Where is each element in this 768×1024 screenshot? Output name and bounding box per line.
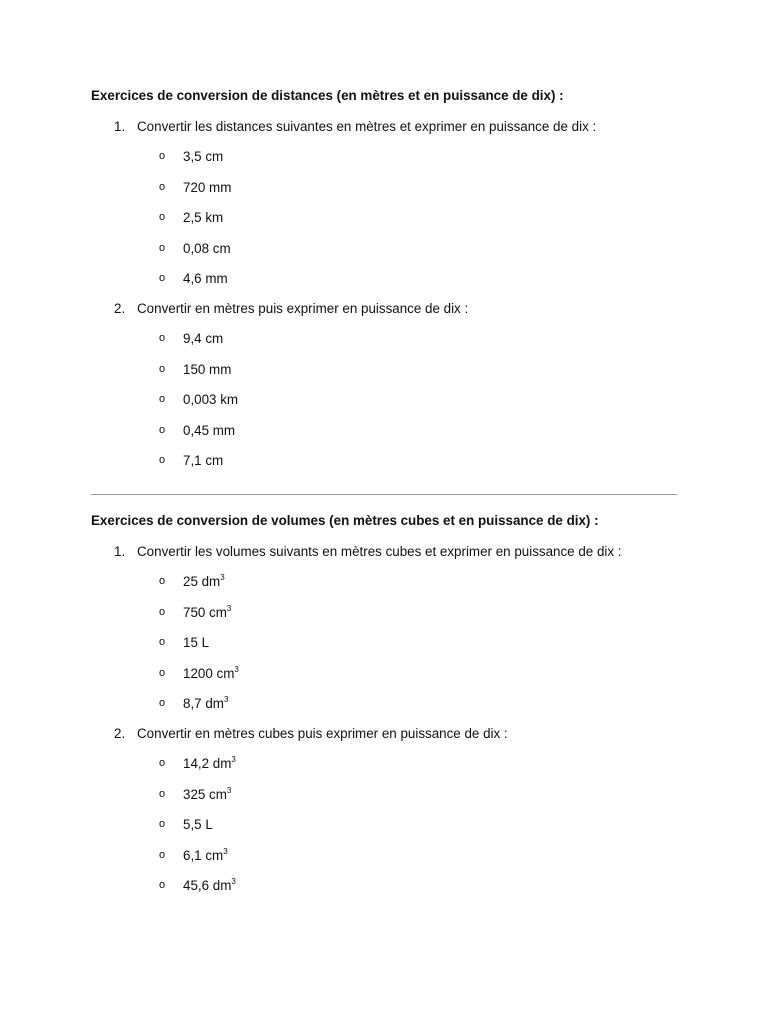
list-item bbox=[91, 876, 677, 895]
bullet-icon: o bbox=[159, 878, 166, 891]
item-value: 9,4 cm bbox=[183, 331, 224, 347]
bullet-icon: o bbox=[159, 423, 166, 436]
section-heading: Exercices de conversion de distances (en mètres et en puissance de dix) : bbox=[91, 88, 564, 103]
question-1 bbox=[91, 542, 677, 561]
item-value: 15 L bbox=[183, 635, 210, 651]
item-list bbox=[91, 147, 677, 288]
question-number: 1. bbox=[114, 544, 126, 559]
item-value: 5,5 L bbox=[183, 817, 213, 833]
item-value: 4,6 mm bbox=[183, 270, 228, 286]
question-text: Convertir les volumes suivants en mètres cubes et exprimer en puissance de dix : bbox=[137, 544, 622, 559]
bullet-icon: o bbox=[159, 605, 166, 618]
list-item bbox=[91, 815, 677, 834]
bullet-icon: o bbox=[159, 453, 166, 466]
list-item bbox=[91, 572, 677, 591]
bullet-icon: o bbox=[159, 180, 166, 193]
question-number: 2. bbox=[114, 300, 126, 316]
list-item bbox=[91, 360, 677, 379]
bullet-icon: o bbox=[159, 575, 166, 588]
bullet-icon: o bbox=[159, 241, 166, 254]
list-item bbox=[91, 147, 677, 166]
item-list bbox=[91, 329, 677, 470]
item-value: 150 mm bbox=[183, 361, 232, 377]
list-item bbox=[91, 451, 677, 470]
list-item bbox=[91, 239, 677, 258]
list-item bbox=[91, 178, 677, 197]
item-exponent: 3 bbox=[223, 694, 229, 704]
item-value: 6,1 cm bbox=[183, 847, 224, 863]
item-list bbox=[91, 754, 677, 895]
list-item bbox=[91, 603, 677, 622]
section-heading: Exercices de conversion de volumes (en mètres cubes et en puissance de dix) : bbox=[91, 513, 599, 528]
bullet-icon: o bbox=[159, 757, 166, 770]
item-value: 45,6 dm bbox=[183, 877, 232, 893]
question-2 bbox=[91, 299, 677, 318]
question-text: Convertir les distances suivantes en mètres et exprimer en puissance de dix : bbox=[137, 119, 597, 134]
list-item bbox=[91, 329, 677, 348]
list-item bbox=[91, 208, 677, 227]
bullet-icon: o bbox=[159, 666, 166, 679]
list-item bbox=[91, 754, 677, 773]
item-value: 7,1 cm bbox=[183, 452, 224, 468]
item-exponent: 3 bbox=[220, 573, 225, 583]
item-list bbox=[91, 572, 677, 713]
question-text: Convertir en mètres cubes puis exprimer en puissance de dix : bbox=[137, 725, 508, 741]
question-number: 2. bbox=[114, 725, 126, 741]
item-value: 0,45 mm bbox=[183, 422, 236, 438]
bullet-icon: o bbox=[159, 362, 166, 375]
bullet-icon: o bbox=[159, 818, 166, 831]
section-volumes bbox=[91, 511, 677, 895]
item-value: 720 mm bbox=[183, 179, 232, 195]
item-exponent: 3 bbox=[226, 785, 232, 795]
item-exponent: 3 bbox=[231, 755, 236, 765]
bullet-icon: o bbox=[159, 393, 166, 406]
item-value: 750 cm bbox=[183, 604, 227, 620]
item-exponent: 3 bbox=[234, 664, 239, 674]
question-text: Convertir en mètres puis exprimer en puissance de dix : bbox=[137, 300, 469, 316]
list-item bbox=[91, 421, 677, 440]
item-value: 14,2 dm bbox=[183, 756, 232, 772]
item-value: 3,5 cm bbox=[183, 149, 224, 165]
list-item bbox=[91, 785, 677, 804]
bullet-icon: o bbox=[159, 271, 166, 284]
bullet-icon: o bbox=[159, 211, 166, 224]
bullet-icon: o bbox=[159, 636, 166, 649]
bullet-icon: o bbox=[159, 332, 166, 345]
list-item bbox=[91, 846, 677, 865]
item-value: 0,003 km bbox=[183, 392, 239, 408]
list-item bbox=[91, 390, 677, 409]
item-value: 2,5 km bbox=[183, 210, 224, 226]
item-exponent: 3 bbox=[231, 876, 236, 886]
item-value: 25 dm bbox=[183, 574, 221, 590]
item-value: 0,08 cm bbox=[183, 240, 231, 256]
question-1 bbox=[91, 117, 677, 136]
item-value: 8,7 dm bbox=[183, 695, 224, 711]
item-value: 325 cm bbox=[183, 786, 227, 802]
bullet-icon: o bbox=[159, 150, 166, 163]
bullet-icon: o bbox=[159, 787, 166, 800]
item-exponent: 3 bbox=[223, 846, 228, 856]
list-item bbox=[91, 694, 677, 713]
question-2 bbox=[91, 724, 677, 743]
bullet-icon: o bbox=[159, 696, 166, 709]
section-distances bbox=[91, 86, 677, 470]
question-number: 1. bbox=[114, 119, 126, 134]
bullet-icon: o bbox=[159, 848, 166, 861]
item-value: 1200 cm bbox=[183, 665, 235, 681]
item-exponent: 3 bbox=[226, 603, 232, 613]
list-item bbox=[91, 269, 677, 288]
list-item bbox=[91, 633, 677, 652]
list-item bbox=[91, 664, 677, 683]
section-divider bbox=[91, 494, 677, 495]
